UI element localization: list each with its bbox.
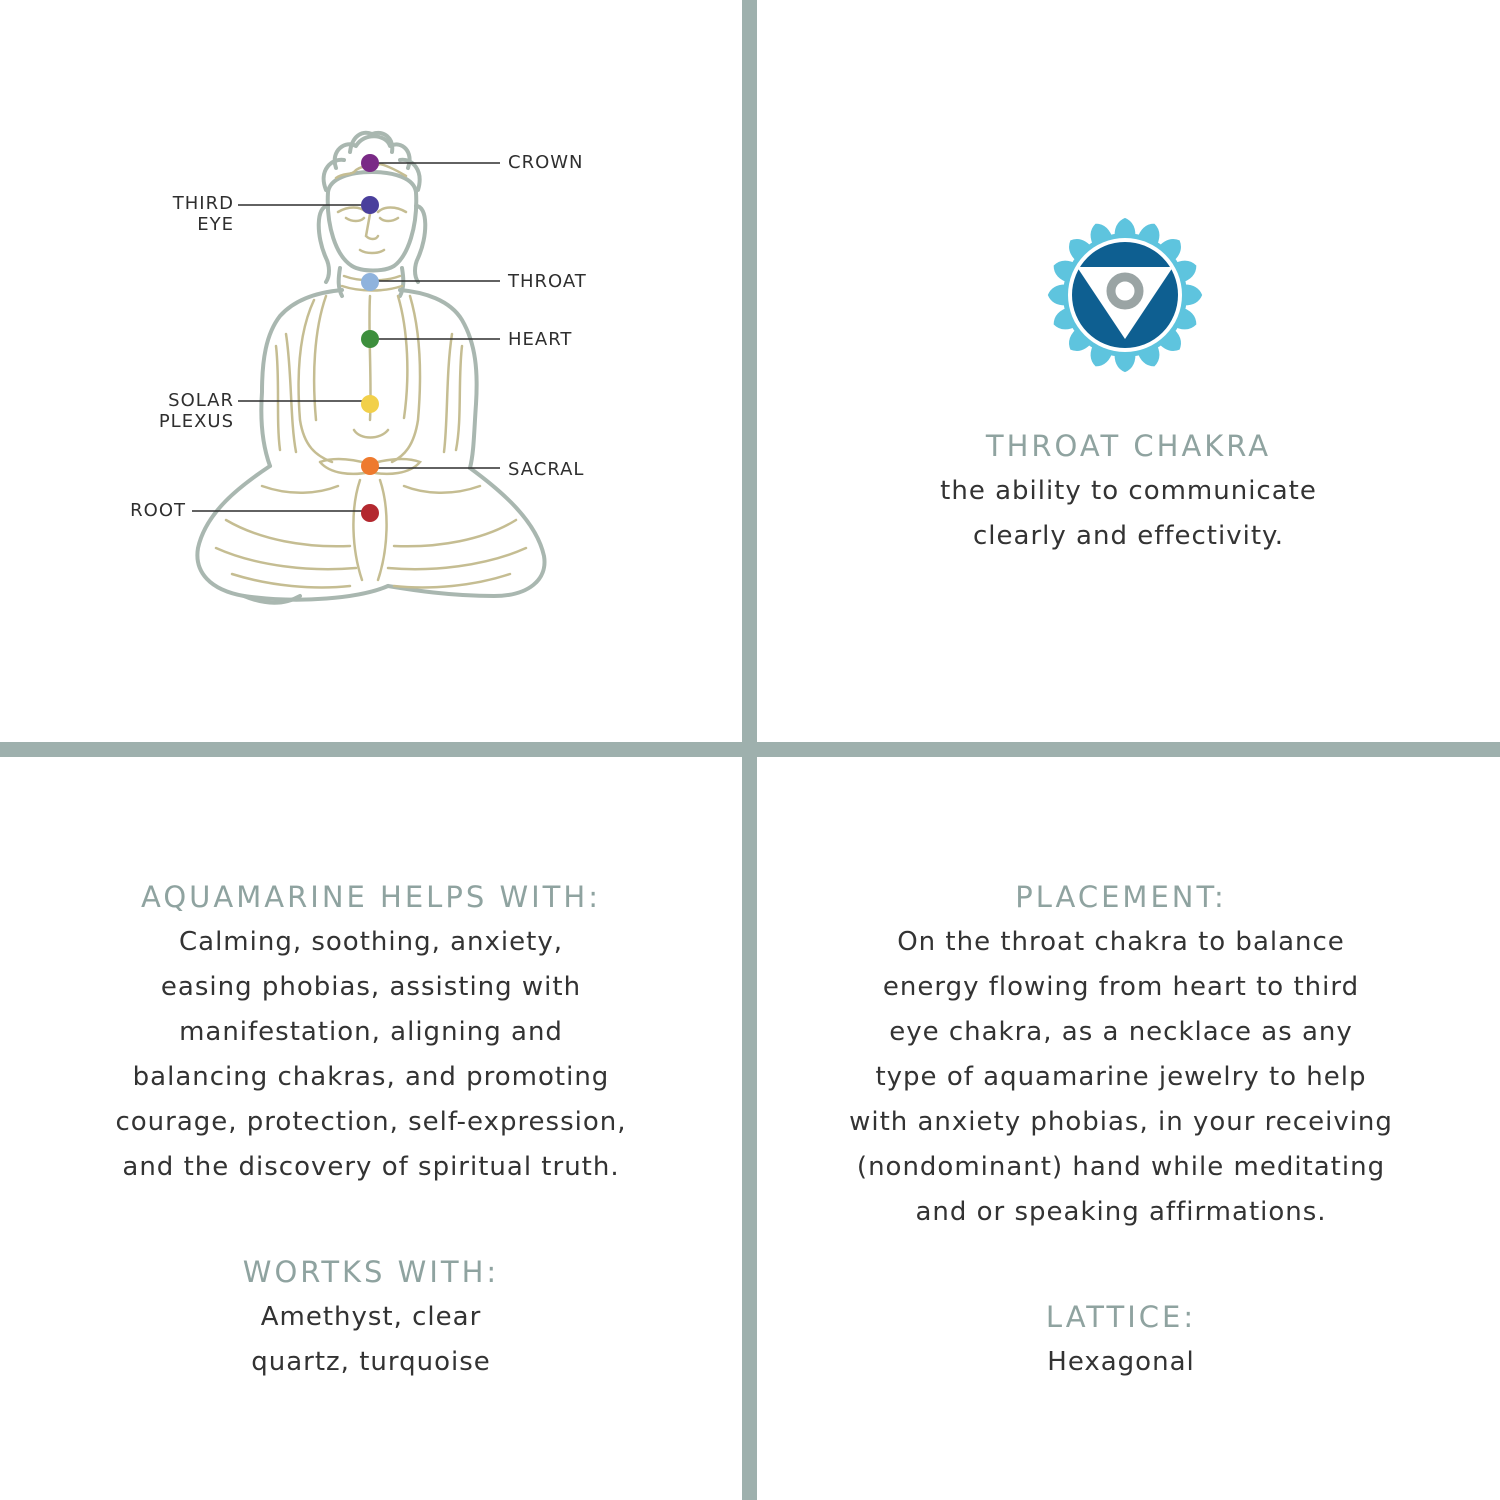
chakra-dot-crown: [361, 154, 379, 172]
chakra-label-root: ROOT: [130, 500, 186, 521]
throat-chakra-line: clearly and effectivity.: [973, 521, 1284, 551]
placement-line: and or speaking affirmations.: [915, 1197, 1327, 1227]
placement-line: eye chakra, as a necklace as any: [889, 1017, 1353, 1047]
placement-section: [757, 875, 1485, 1235]
helps-with-line: easing phobias, assisting with: [160, 972, 582, 1002]
chakra-dot-heart: [361, 330, 379, 348]
lattice-line: Hexagonal: [1047, 1347, 1195, 1377]
placement-line: energy flowing from heart to third: [882, 972, 1360, 1002]
helps-with-heading: AQUAMARINE HELPS WITH:: [141, 880, 601, 914]
helps-with-section: [0, 875, 742, 1190]
chakra-dot-solar-plexus: [361, 395, 379, 413]
chakra-label-heart: HEART: [508, 329, 573, 350]
throat-chakra-symbol-icon: [1045, 215, 1205, 375]
placement-heading: PLACEMENT:: [1015, 880, 1227, 914]
horizontal-divider: [0, 742, 1500, 757]
helps-with-line: Calming, soothing, anxiety,: [178, 927, 563, 957]
lattice-heading: LATTICE:: [1045, 1300, 1197, 1334]
placement-line: (nondominant) hand while meditating: [856, 1152, 1386, 1182]
chakra-label-throat: THROAT: [508, 271, 587, 292]
chakra-label-solar-plexus: SOLAR PLEXUS: [158, 390, 234, 432]
helps-with-line: balancing chakras, and promoting: [132, 1062, 610, 1092]
works-with-section: [0, 1250, 742, 1385]
throat-chakra-title: THROAT CHAKRA: [985, 429, 1272, 463]
chakra-dot-throat: [361, 273, 379, 291]
placement-line: with anxiety phobias, in your receiving: [849, 1107, 1393, 1137]
buddha-chakra-figure: [0, 0, 742, 742]
helps-with-line: manifestation, aligning and: [179, 1017, 563, 1047]
works-with-heading: WORTKS WITH:: [242, 1255, 500, 1289]
works-with-line: quartz, turquoise: [251, 1347, 491, 1377]
chakra-label-sacral: SACRAL: [508, 459, 585, 480]
chakra-label-third-eye: THIRD EYE: [172, 193, 234, 235]
helps-with-line: courage, protection, self-expression,: [115, 1107, 627, 1137]
throat-chakra-line: the ability to communicate: [940, 476, 1317, 506]
helps-with-line: and the discovery of spiritual truth.: [122, 1152, 620, 1182]
works-with-line: Amethyst, clear: [260, 1302, 482, 1332]
chakra-label-crown: CROWN: [508, 152, 584, 173]
chakra-dot-third-eye: [361, 196, 379, 214]
chakra-dot-sacral: [361, 457, 379, 475]
throat-chakra-section: [757, 424, 1500, 559]
placement-line: type of aquamarine jewelry to help: [875, 1062, 1367, 1092]
placement-line: On the throat chakra to balance: [897, 927, 1345, 957]
chakra-dot-root: [361, 504, 379, 522]
lattice-section: [757, 1295, 1485, 1385]
